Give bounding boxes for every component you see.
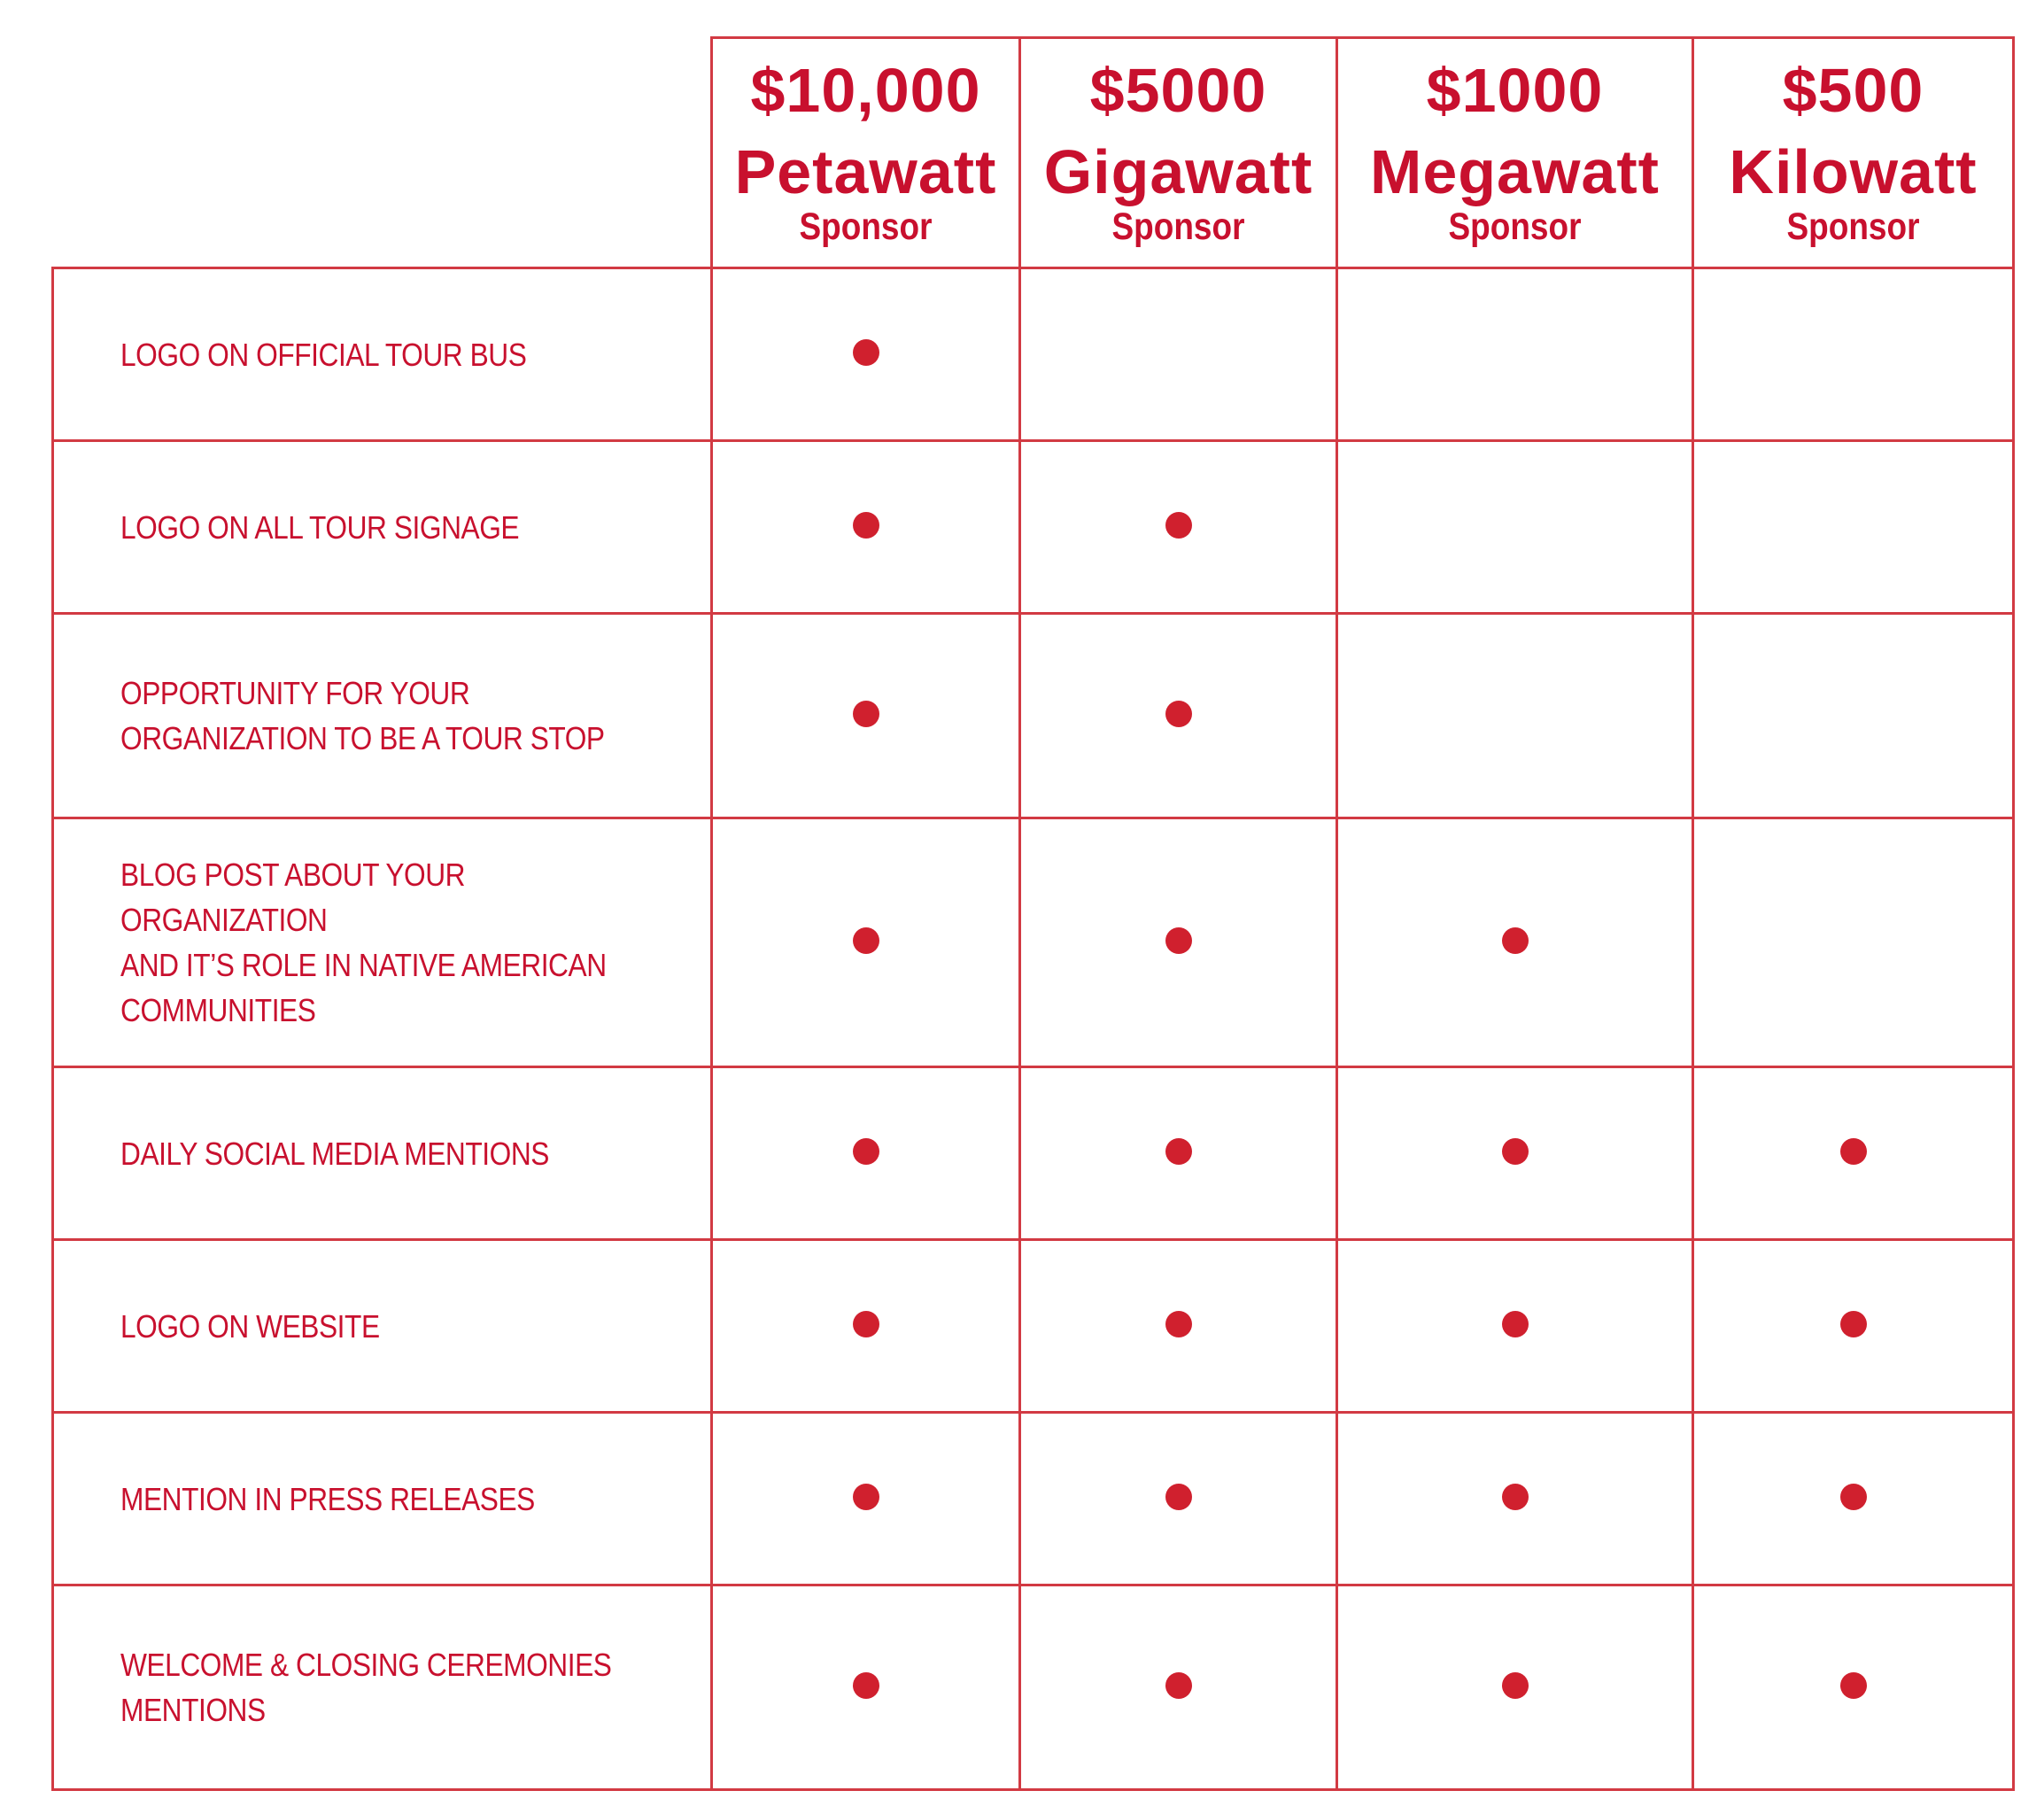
included-dot-icon — [853, 512, 879, 539]
benefit-cell — [1693, 1240, 2014, 1413]
benefit-row — [53, 1585, 2014, 1790]
benefit-cell — [1020, 268, 1337, 441]
benefit-cell — [1693, 1585, 2014, 1790]
included-dot-icon — [1165, 1138, 1192, 1165]
tier-price: $500 — [1782, 56, 1924, 125]
benefit-cell — [1337, 818, 1693, 1067]
sponsorship-table — [51, 36, 2015, 1791]
included-dot-icon — [1165, 1311, 1192, 1337]
benefit-text: LOGO ON WEBSITE — [120, 1307, 380, 1345]
benefit-cell — [1337, 1413, 1693, 1585]
benefit-text: LOGO ON ALL TOUR SIGNAGE — [120, 508, 520, 546]
tier-price: $10,000 — [750, 56, 981, 125]
tier-header-kilowatt — [1693, 38, 2014, 268]
included-dot-icon — [1165, 1484, 1192, 1510]
benefit-cell — [712, 614, 1020, 818]
benefit-cell — [1020, 1067, 1337, 1240]
benefit-row — [53, 268, 2014, 441]
benefit-label — [53, 268, 712, 441]
benefit-text: WELCOME & CLOSING CEREMONIES MENTIONS — [120, 1647, 612, 1728]
included-dot-icon — [1502, 1138, 1529, 1165]
tier-name: Megawatt — [1370, 137, 1660, 206]
tier-header-megawatt — [1337, 38, 1693, 268]
benefit-row — [53, 614, 2014, 818]
tier-label: Sponsor — [799, 205, 933, 248]
benefit-label — [53, 1585, 712, 1790]
tier-price: $1000 — [1426, 56, 1604, 125]
table-corner — [53, 38, 712, 268]
included-dot-icon — [1502, 1484, 1529, 1510]
tier-price: $5000 — [1089, 56, 1267, 125]
tier-name: Gigawatt — [1043, 137, 1313, 206]
benefit-cell — [1020, 1240, 1337, 1413]
benefit-row — [53, 1240, 2014, 1413]
benefit-row — [53, 818, 2014, 1067]
benefit-label — [53, 818, 712, 1067]
included-dot-icon — [1165, 512, 1192, 539]
benefit-cell — [1693, 1067, 2014, 1240]
tier-name: Petawatt — [734, 137, 997, 206]
included-dot-icon — [1165, 927, 1192, 954]
benefit-label — [53, 1067, 712, 1240]
included-dot-icon — [1165, 1672, 1192, 1699]
tier-header-gigawatt — [1020, 38, 1337, 268]
benefit-text: LOGO ON OFFICIAL TOUR BUS — [120, 336, 527, 373]
benefit-cell — [1020, 1413, 1337, 1585]
benefit-cell — [1693, 441, 2014, 614]
benefit-label — [53, 614, 712, 818]
included-dot-icon — [853, 927, 879, 954]
benefit-cell — [712, 1240, 1020, 1413]
benefit-row — [53, 1413, 2014, 1585]
included-dot-icon — [1502, 1311, 1529, 1337]
benefit-text: DAILY SOCIAL MEDIA MENTIONS — [120, 1135, 549, 1172]
included-dot-icon — [1840, 1311, 1867, 1337]
included-dot-icon — [853, 701, 879, 727]
tier-label: Sponsor — [1111, 205, 1245, 248]
tier-header-row — [53, 38, 2014, 268]
benefit-cell — [1020, 1585, 1337, 1790]
benefit-cell — [712, 1067, 1020, 1240]
included-dot-icon — [1502, 927, 1529, 954]
benefit-cell — [1337, 1240, 1693, 1413]
benefit-label — [53, 1413, 712, 1585]
included-dot-icon — [1165, 701, 1192, 727]
benefit-cell — [1020, 818, 1337, 1067]
benefit-cell — [1337, 1585, 1693, 1790]
benefit-text: OPPORTUNITY FOR YOUR ORGANIZATION TO BE A TOUR STOP — [120, 675, 605, 756]
benefit-cell — [1020, 441, 1337, 614]
included-dot-icon — [853, 339, 879, 366]
benefit-cell — [712, 441, 1020, 614]
included-dot-icon — [853, 1484, 879, 1510]
tier-name: Kilowatt — [1729, 137, 1978, 206]
benefit-text: MENTION IN PRESS RELEASES — [120, 1480, 535, 1517]
benefit-cell — [1337, 268, 1693, 441]
benefit-cell — [1337, 1067, 1693, 1240]
benefit-cell — [712, 818, 1020, 1067]
benefit-label — [53, 441, 712, 614]
benefit-label — [53, 1240, 712, 1413]
included-dot-icon — [1502, 1672, 1529, 1699]
included-dot-icon — [853, 1672, 879, 1699]
benefit-cell — [1020, 614, 1337, 818]
benefit-cell — [1337, 441, 1693, 614]
benefit-cell — [712, 1585, 1020, 1790]
benefit-cell — [1337, 614, 1693, 818]
benefit-cell — [712, 1413, 1020, 1585]
included-dot-icon — [1840, 1484, 1867, 1510]
benefit-cell — [1693, 818, 2014, 1067]
benefit-cell — [1693, 614, 2014, 818]
included-dot-icon — [1840, 1672, 1867, 1699]
benefit-cell — [1693, 1413, 2014, 1585]
included-dot-icon — [1840, 1138, 1867, 1165]
benefit-text: BLOG POST ABOUT YOUR ORGANIZATION AND IT’S ROLE IN NATIVE AMERICAN COMMUNITIES — [120, 857, 607, 1028]
tier-label: Sponsor — [1448, 205, 1582, 248]
included-dot-icon — [853, 1138, 879, 1165]
benefit-row — [53, 1067, 2014, 1240]
benefit-row — [53, 441, 2014, 614]
tier-label: Sponsor — [1786, 205, 1920, 248]
benefit-cell — [1693, 268, 2014, 441]
included-dot-icon — [853, 1311, 879, 1337]
tier-header-petawatt — [712, 38, 1020, 268]
benefit-cell — [712, 268, 1020, 441]
